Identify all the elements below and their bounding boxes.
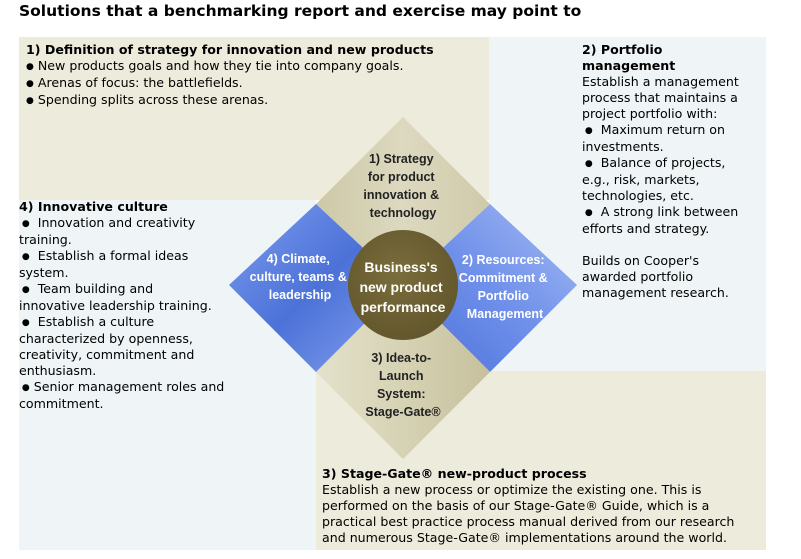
bullet-icon: ● bbox=[19, 252, 30, 262]
portfolio-heading: 2) Portfolio management bbox=[582, 42, 676, 73]
center-label: Business's new product performance bbox=[359, 259, 446, 315]
page-title: Solutions that a benchmarking report and exercise may point to bbox=[19, 2, 582, 20]
bullet-icon: ● bbox=[19, 318, 30, 328]
list-item: ● Team building and innovative leadership training. bbox=[19, 281, 212, 313]
bullet-icon: ● bbox=[19, 219, 30, 229]
list-item: ● Establish a formal ideas system. bbox=[19, 248, 189, 280]
diamond-left-label: 4) Climate, culture, teams & leadership bbox=[249, 252, 347, 302]
bullet-icon: ● bbox=[26, 79, 34, 89]
bullet-icon: ● bbox=[26, 96, 34, 106]
list-item: ● Innovation and creativity training. bbox=[19, 215, 196, 247]
bullet-icon: ● bbox=[19, 285, 30, 295]
bullet-icon: ● bbox=[582, 126, 593, 136]
portfolio-intro: Establish a management process that maintains a project portfolio with: bbox=[582, 74, 739, 121]
culture-heading: 4) Innovative culture bbox=[19, 199, 168, 214]
strategy-heading: 1) Definition of strategy for innovation and new products bbox=[26, 42, 434, 57]
list-item: ● Arenas of focus: the battlefields. bbox=[26, 75, 243, 90]
list-item: ● Establish a culture characterized by openness, creativity, commitment and enthusiasm. bbox=[19, 314, 195, 378]
diamond-bottom-label: 3) Idea-to- Launch System: Stage-Gate® bbox=[365, 351, 441, 419]
stagegate-heading: 3) Stage-Gate® new-product process bbox=[322, 466, 587, 481]
portfolio-closing: Builds on Cooper's awarded portfolio management research. bbox=[582, 253, 729, 300]
stagegate-block: 3) Stage-Gate® new-product process Establish a new process or optimize the existing one. This is performed on the basis of our Stage-Gate® Guide, which is a practical best practice process manual derived from our research and numerous Stage-Gate® implementations around the world. bbox=[322, 466, 764, 546]
list-item: ● Spending splits across these arenas. bbox=[26, 92, 269, 107]
list-item: ● New products goals and how they tie into company goals. bbox=[26, 58, 404, 73]
diamond-top-label: 1) Strategy for product innovation & technology bbox=[363, 152, 440, 220]
list-item: ● A strong link between efforts and strategy. bbox=[582, 204, 739, 236]
list-item: ● Senior management roles and commitment. bbox=[19, 379, 225, 411]
list-item: ● Balance of projects, e.g., risk, markets, technologies, etc. bbox=[582, 155, 726, 203]
diamond-right-label: 2) Resources: Commitment & Portfolio Management bbox=[458, 253, 548, 321]
bullet-icon: ● bbox=[19, 383, 30, 393]
bullet-icon: ● bbox=[582, 159, 593, 169]
list-item: ● Maximum return on investments. bbox=[582, 122, 725, 154]
bullet-icon: ● bbox=[26, 62, 34, 72]
bullet-icon: ● bbox=[582, 208, 593, 218]
